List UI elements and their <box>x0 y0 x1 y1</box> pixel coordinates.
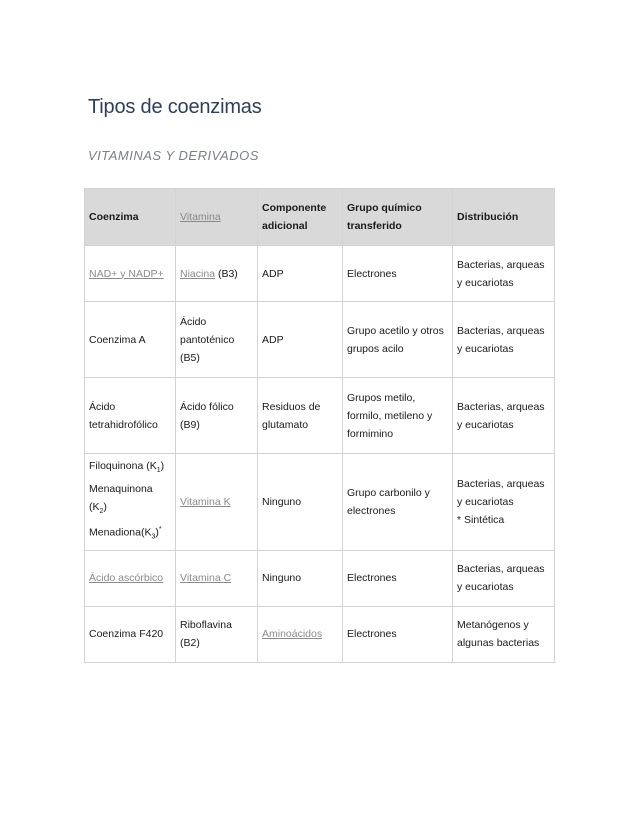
cell-vitamina <box>176 454 258 551</box>
cell-componente: ADP <box>258 302 343 378</box>
header-componente: Componente adicional <box>258 189 343 246</box>
table-row <box>85 550 555 606</box>
cell-coenzima[interactable]: NAD+ y NADP+ <box>85 246 176 302</box>
cell-distribucion: Metanógenos y algunas bacterias <box>453 606 555 662</box>
coenzima-line: (K <box>89 501 100 514</box>
cell-distribucion: Bacterias, arqueas y eucariotas <box>453 550 555 606</box>
cell-componente <box>258 606 343 662</box>
table-row <box>85 302 555 378</box>
header-vitamina[interactable]: Vitamina <box>176 189 258 246</box>
cell-vitamina <box>176 550 258 606</box>
table-row <box>85 454 555 551</box>
vitamina-link[interactable]: Niacina <box>180 267 216 280</box>
table-row <box>85 606 555 662</box>
table-header-row <box>85 189 555 246</box>
header-grupo: Grupo químico transferido <box>343 189 453 246</box>
cell-grupo: Grupos metilo, formilo, metileno y formimino <box>343 378 453 454</box>
header-distribucion: Distribución <box>453 189 555 246</box>
coenzima-line: Menadiona(K <box>89 526 152 539</box>
table-row <box>85 378 555 454</box>
cell-componente: ADP <box>258 246 343 302</box>
coenzyme-table <box>84 188 555 663</box>
cell-componente: Residuos de glutamato <box>258 378 343 454</box>
cell-grupo: Electrones <box>343 246 453 302</box>
cell-vitamina: Ácido pantoténico (B5) <box>176 302 258 378</box>
page-title: Tipos de coenzimas <box>88 96 262 118</box>
cell-grupo: Electrones <box>343 550 453 606</box>
coenzima-line: Filoquinona (K <box>89 460 157 472</box>
cell-coenzima: Coenzima A <box>85 302 176 378</box>
coenzima-link[interactable]: Ácido ascórbico <box>89 572 164 585</box>
cell-distribucion <box>453 454 555 551</box>
vitamina-link[interactable]: Vitamina C <box>180 572 232 585</box>
vitamina-suffix: (B3) <box>215 267 238 280</box>
cell-componente: Ninguno <box>258 454 343 551</box>
table-row <box>85 246 555 302</box>
coenzima-line: Menaquinona <box>89 483 153 496</box>
cell-vitamina: Riboflavina (B2) <box>176 606 258 662</box>
cell-grupo: Electrones <box>343 606 453 662</box>
section-subtitle: VITAMINAS Y DERIVADOS <box>88 148 259 163</box>
cell-componente: Ninguno <box>258 550 343 606</box>
cell-vitamina <box>176 246 258 302</box>
cell-distribucion: Bacterias, arqueas y eucariotas <box>453 378 555 454</box>
cell-coenzima: Coenzima F420 <box>85 606 176 662</box>
distribucion-note: * Sintética <box>457 513 505 526</box>
cell-coenzima: Filoquinona $(K_1)$ Menaquinona $(K_2)$ $Menadiona(K_3)^*$ <box>85 454 176 551</box>
componente-link[interactable]: Aminoácidos <box>262 628 323 641</box>
header-coenzima: Coenzima <box>85 189 176 246</box>
cell-coenzima <box>85 550 176 606</box>
distribucion-text: Bacterias, arqueas y eucariotas <box>457 477 545 508</box>
cell-grupo: Grupo carbonilo y electrones <box>343 454 453 551</box>
cell-coenzima: Ácido tetrahidrofólico <box>85 378 176 454</box>
vitamina-link[interactable]: Vitamina K <box>180 495 231 508</box>
cell-distribucion: Bacterias, arqueas y eucariotas <box>453 302 555 378</box>
cell-distribucion: Bacterias, arqueas y eucariotas <box>453 246 555 302</box>
cell-vitamina: Ácido fólico (B9) <box>176 378 258 454</box>
cell-grupo: Grupo acetilo y otros grupos acilo <box>343 302 453 378</box>
